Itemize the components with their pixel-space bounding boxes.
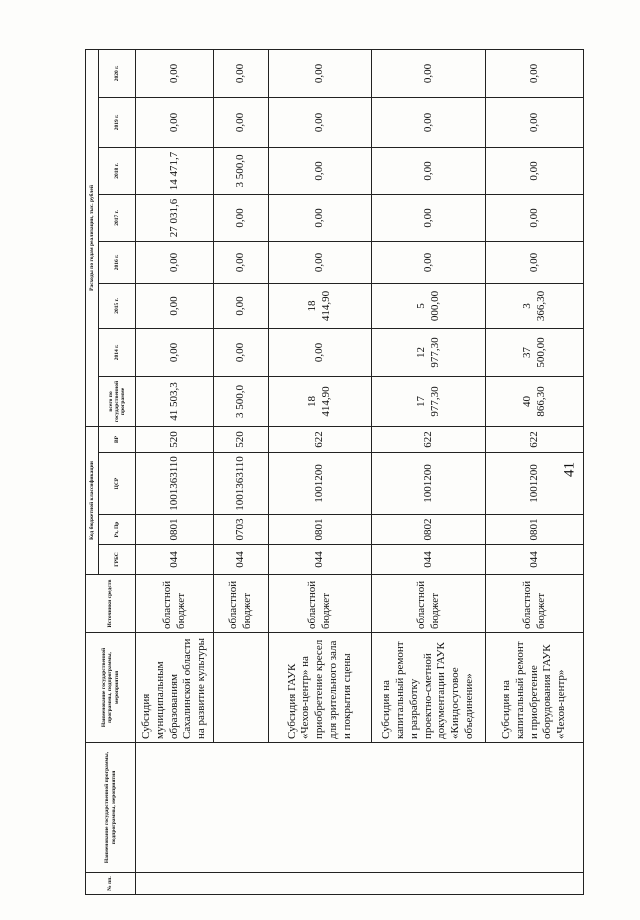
row-source: областной бюджет bbox=[269, 575, 372, 633]
row-2017: 27 031,6 bbox=[136, 194, 214, 241]
row-2015: 3 366,30 bbox=[486, 283, 584, 328]
row-2014: 12 977,30 bbox=[372, 328, 486, 376]
row-2015: 5 000,00 bbox=[372, 283, 486, 328]
row-2020: 0,00 bbox=[136, 49, 214, 97]
row-rzpr: 0802 bbox=[372, 515, 486, 545]
row-vr: 622 bbox=[269, 426, 372, 452]
row-2015: 0,00 bbox=[214, 283, 269, 328]
table-row bbox=[136, 49, 214, 894]
row-2018: 3 500,0 bbox=[214, 147, 269, 194]
row-csr: 1001363110 bbox=[214, 453, 269, 515]
row-name bbox=[214, 633, 269, 743]
budget-table bbox=[85, 49, 584, 895]
row-vr: 520 bbox=[136, 426, 214, 452]
header-vr: ВР bbox=[99, 426, 136, 452]
header-row-top bbox=[86, 49, 99, 894]
row-2019: 0,00 bbox=[372, 97, 486, 147]
row-2015: 0,00 bbox=[136, 283, 214, 328]
num-cell bbox=[136, 873, 584, 895]
row-grbs: 044 bbox=[214, 545, 269, 575]
row-2020: 0,00 bbox=[269, 49, 372, 97]
row-grbs: 044 bbox=[372, 545, 486, 575]
rotated-table-wrapper bbox=[85, 50, 568, 895]
row-csr: 1001200 bbox=[486, 453, 584, 515]
row-2015: 18 414,90 bbox=[269, 283, 372, 328]
row-2014: 0,00 bbox=[136, 328, 214, 376]
header-year-2018: 2018 г. bbox=[99, 147, 136, 194]
header-year-2017: 2017 г. bbox=[99, 194, 136, 241]
row-vr: 520 bbox=[214, 426, 269, 452]
row-2018: 14 471,7 bbox=[136, 147, 214, 194]
header-year-2014: 2014 г. bbox=[99, 328, 136, 376]
row-vr: 622 bbox=[372, 426, 486, 452]
row-2017: 0,00 bbox=[214, 194, 269, 241]
row-source: областной бюджет bbox=[136, 575, 214, 633]
row-2018: 0,00 bbox=[372, 147, 486, 194]
row-grbs: 044 bbox=[136, 545, 214, 575]
row-2020: 0,00 bbox=[372, 49, 486, 97]
row-2016: 0,00 bbox=[486, 241, 584, 283]
header-codes-group: Код бюджетной классификации bbox=[86, 426, 99, 574]
header-csr: ЦСР bbox=[99, 453, 136, 515]
row-2017: 0,00 bbox=[486, 194, 584, 241]
row-vr: 622 bbox=[486, 426, 584, 452]
row-grbs: 044 bbox=[486, 545, 584, 575]
row-2019: 0,00 bbox=[136, 97, 214, 147]
row-2019: 0,00 bbox=[486, 97, 584, 147]
row-2017: 0,00 bbox=[372, 194, 486, 241]
header-grbs: ГРБС bbox=[99, 545, 136, 575]
header-year-2016: 2016 г. bbox=[99, 241, 136, 283]
row-2018: 0,00 bbox=[269, 147, 372, 194]
row-csr: 1001363110 bbox=[136, 453, 214, 515]
row-csr: 1001200 bbox=[269, 453, 372, 515]
row-grbs: 044 bbox=[269, 545, 372, 575]
header-total: всего по государственной программе bbox=[99, 376, 136, 426]
row-csr: 1001200 bbox=[372, 453, 486, 515]
program-cell bbox=[136, 743, 584, 873]
row-name: Субсидия ГАУК «Чехов-центр» на приобретение кресел для зрительного зала и покрытия сцены bbox=[269, 633, 372, 743]
row-2018: 0,00 bbox=[486, 147, 584, 194]
row-total: 17 977,30 bbox=[372, 376, 486, 426]
row-2014: 37 500,00 bbox=[486, 328, 584, 376]
row-total: 41 503,3 bbox=[136, 376, 214, 426]
row-total: 40 866,30 bbox=[486, 376, 584, 426]
page-number: 41 bbox=[561, 462, 578, 478]
row-name: Субсидия муниципальным образованиям Сахалинской области на развитие культуры bbox=[136, 633, 214, 743]
header-year-2020: 2020 г. bbox=[99, 49, 136, 97]
header-year-2015: 2015 г. bbox=[99, 283, 136, 328]
row-2017: 0,00 bbox=[269, 194, 372, 241]
header-source: Источники средств bbox=[86, 575, 136, 633]
row-2020: 0,00 bbox=[214, 49, 269, 97]
row-rzpr: 0703 bbox=[214, 515, 269, 545]
header-funding-group: Расходы по годам реализации, тыс. рублей bbox=[86, 49, 99, 426]
row-rzpr: 0801 bbox=[269, 515, 372, 545]
row-2019: 0,00 bbox=[269, 97, 372, 147]
row-source: областной бюджет bbox=[486, 575, 584, 633]
row-2020: 0,00 bbox=[486, 49, 584, 97]
row-rzpr: 0801 bbox=[136, 515, 214, 545]
row-2016: 0,00 bbox=[269, 241, 372, 283]
row-name: Субсидия на капитальный ремонт и разработку проектно-сметной документации ГАУК «Киндосуговое объединение» bbox=[372, 633, 486, 743]
row-2016: 0,00 bbox=[372, 241, 486, 283]
row-2016: 0,00 bbox=[136, 241, 214, 283]
header-num: № пп. bbox=[86, 873, 136, 895]
header-rzpr: Рз, Пр bbox=[99, 515, 136, 545]
row-source: областной бюджет bbox=[372, 575, 486, 633]
row-2014: 0,00 bbox=[214, 328, 269, 376]
row-total: 3 500,0 bbox=[214, 376, 269, 426]
row-2019: 0,00 bbox=[214, 97, 269, 147]
header-subprogram: Наименование государственной программы, подпрограммы, мероприятия bbox=[86, 633, 136, 743]
row-rzpr: 0801 bbox=[486, 515, 584, 545]
header-program: Наименование государственной программы, подпрограммы, мероприятия bbox=[86, 743, 136, 873]
header-year-2019: 2019 г. bbox=[99, 97, 136, 147]
row-2016: 0,00 bbox=[214, 241, 269, 283]
row-name: Субсидия на капитальный ремонт и приобретение оборудования ГАУК «Чехов-центр» bbox=[486, 633, 584, 743]
row-2014: 0,00 bbox=[269, 328, 372, 376]
row-source: областной бюджет bbox=[214, 575, 269, 633]
row-total: 18 414,90 bbox=[269, 376, 372, 426]
